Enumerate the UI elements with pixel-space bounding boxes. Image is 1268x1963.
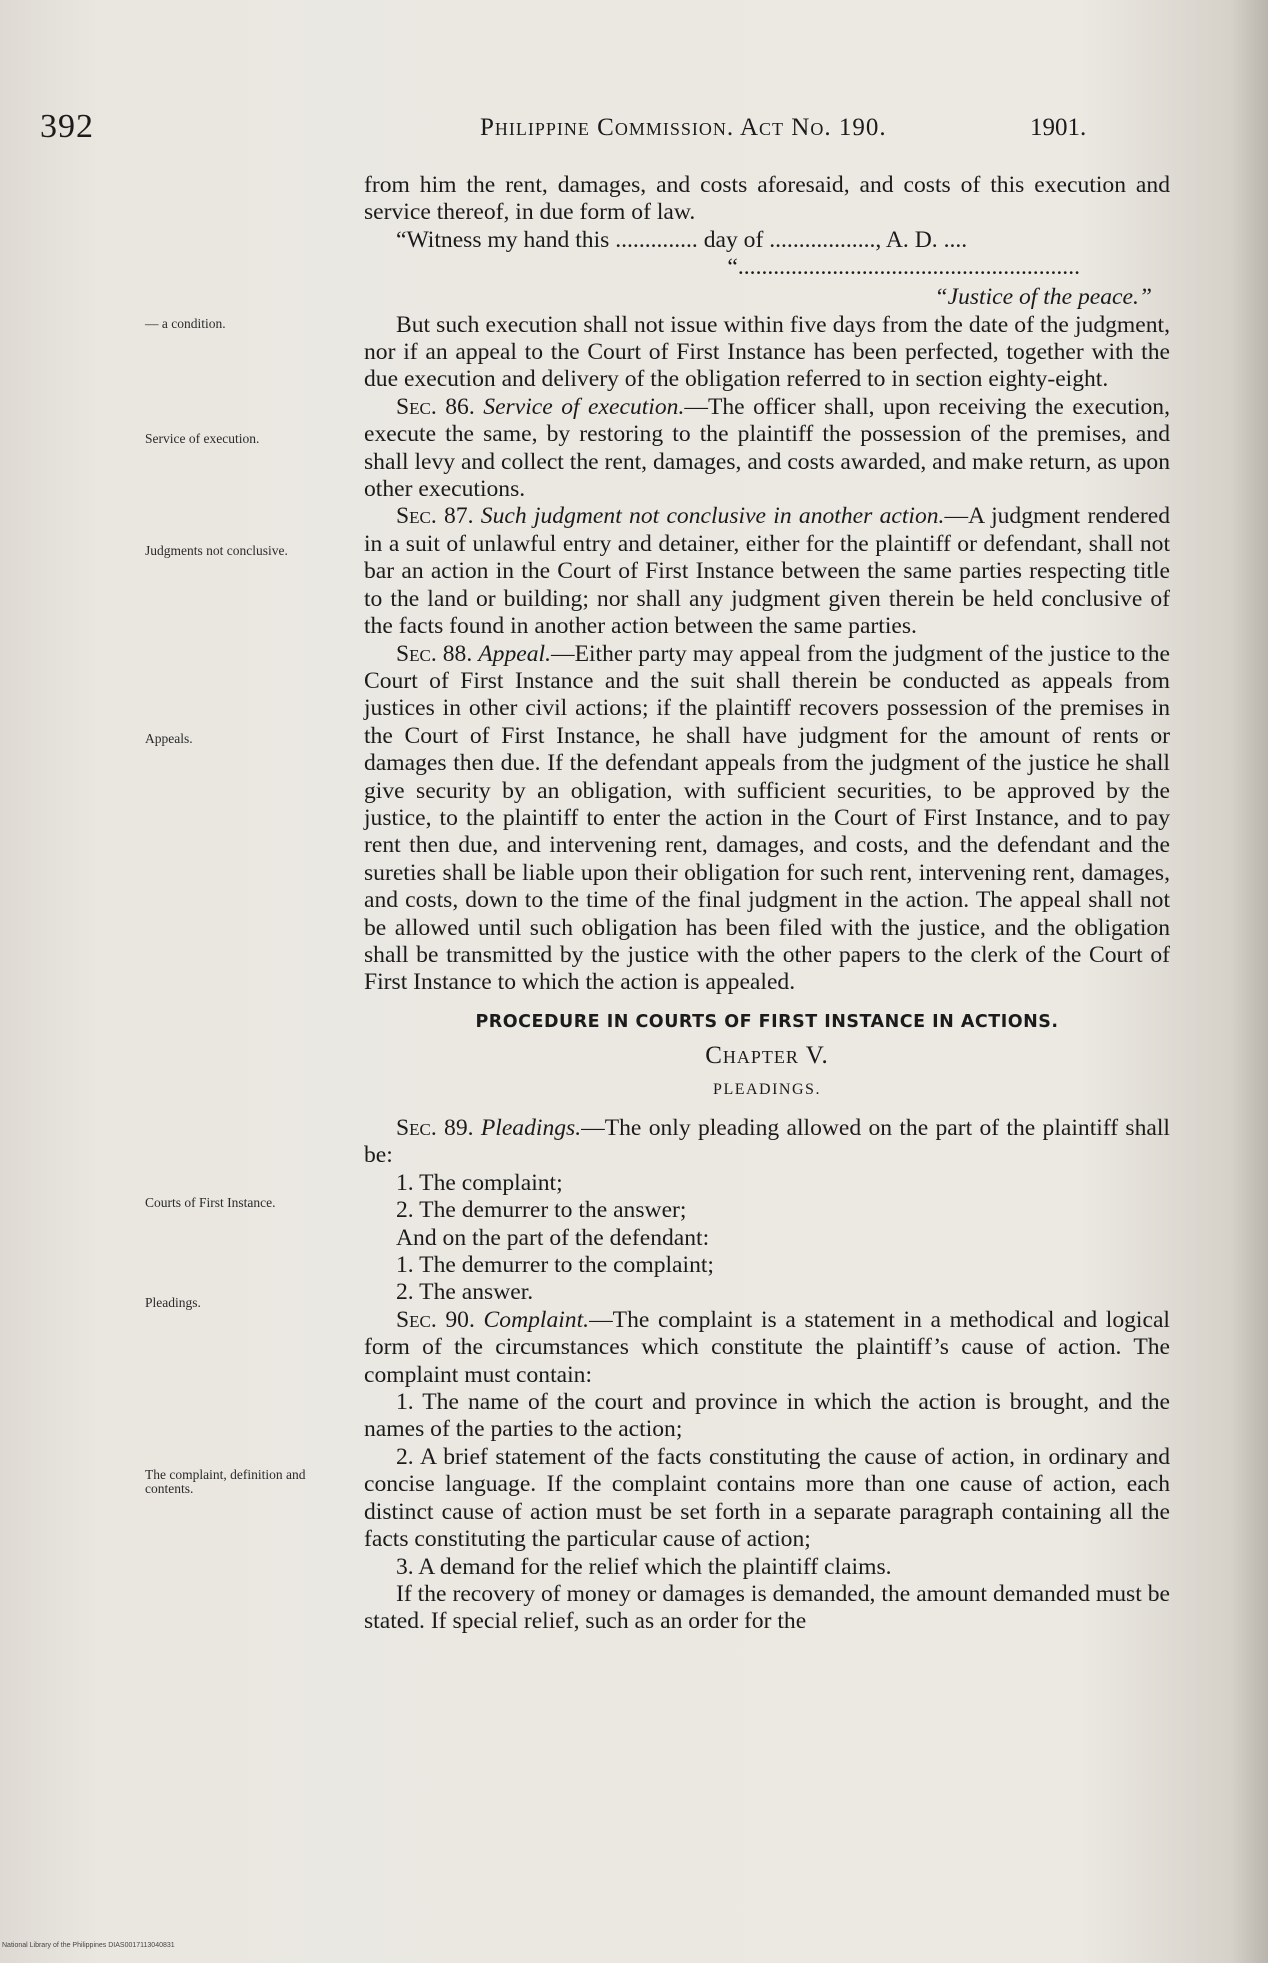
signature-dots: “.......................................................... <box>727 254 1080 281</box>
chapter-heading: Chapter V. <box>705 1042 829 1070</box>
section-87-title: Such judgment not conclusive in another action. <box>480 503 945 530</box>
list-item: 1. The complaint; <box>396 1169 563 1196</box>
margin-note-judgments-not-conclusive: Judgments not conclusive. <box>145 543 288 558</box>
section-87 <box>364 503 1170 640</box>
section-90-item-1: 1. The name of the court and province in which the action is brought, and the names of the parties to the action; <box>364 1389 1170 1443</box>
margin-note-complaint-definition: The complaint, definition and contents. <box>145 1467 306 1496</box>
section-87-label: Sec. 87. <box>396 503 474 530</box>
list-item: And on the part of the defendant: <box>396 1224 710 1251</box>
section-90-title: Complaint. <box>483 1306 590 1333</box>
paragraph-continuation: from him the rent, damages, and costs aforesaid, and costs of this execution and service thereof, in due form of law. <box>364 172 1170 226</box>
signature-title: “Justice of the peace.” <box>934 284 1152 311</box>
main-text-column <box>364 172 1170 1636</box>
section-88-label: Sec. 88. <box>396 640 473 667</box>
page-number: 392 <box>40 108 94 145</box>
section-heading: PROCEDURE IN COURTS OF FIRST INSTANCE IN ACTIONS. <box>475 1011 1059 1032</box>
section-90-body: —The complaint is a statement in a methodical and logical form of the circumstances which constitute the plaintiff’s cause of action. The complaint must contain: <box>364 1306 1170 1388</box>
running-head-year: 1901. <box>1030 114 1087 141</box>
footer-provenance: National Library of the Philippines DIAS0017113040831 <box>2 1942 175 1949</box>
section-86-label: Sec. 86. <box>396 393 475 420</box>
section-89-title: Pleadings. <box>480 1115 582 1141</box>
section-86-body: —The officer shall, upon receiving the execution, execute the same, by restoring to the plaintiff the possession of the premises, and shall levy and collect the rent, damages, and costs awarded, and make return, as upon other executions. <box>364 393 1170 503</box>
section-89 <box>364 1115 1170 1170</box>
section-86-title: Service of execution. <box>483 393 685 420</box>
section-89-body: —The only pleading allowed on the part of the plaintiff shall be: <box>364 1115 1170 1169</box>
paragraph-condition: But such execution shall not issue within five days from the date of the judgment, nor if an appeal to the Court of First Instance has been perfected, together with the due execution and delivery of the obligation referred to in section eighty-eight. <box>364 311 1170 393</box>
section-90 <box>364 1307 1170 1389</box>
list-item: 1. The demurrer to the complaint; <box>396 1252 714 1279</box>
margin-note-pleadings: Pleadings. <box>145 1295 201 1310</box>
margin-note-service-of-execution: Service of execution. <box>145 431 260 446</box>
pleadings-heading: PLEADINGS. <box>713 1080 821 1098</box>
page-header <box>40 108 1190 148</box>
section-89-label: Sec. 89. <box>396 1115 474 1141</box>
margin-note-appeals: Appeals. <box>145 731 193 746</box>
witness-line: “Witness my hand this .............. day of .................., A. D. .... <box>396 226 968 253</box>
margin-note-courts-of-first-instance: Courts of First Instance. <box>145 1195 276 1210</box>
paragraph-last: If the recovery of money or damages is demanded, the amount demanded must be stated. If special relief, such as an order for the <box>364 1580 1170 1635</box>
list-item: 2. The answer. <box>396 1279 534 1306</box>
section-88 <box>364 641 1170 997</box>
section-87-body: —A judgment rendered in a suit of unlawful entry and detainer, either for the plaintiff or defendant, shall not bar an action in the Court of First Instance between the same parties respecting title to the land or building; nor shall any judgment given therein be held conclusive of the facts found in another action between the same parties. <box>364 503 1170 640</box>
section-90-item-3: 3. A demand for the relief which the plaintiff claims. <box>396 1553 892 1580</box>
section-88-body: —Either party may appeal from the judgment of the justice to the Court of First Instance and the suit shall therein be conducted as appeals from justices in other civil actions; if the plaintiff recovers possession of the premises in the Court of First Instance, he shall have judgment for the amount of rents or damages then due. If the defendant appeals from the judgment of the justice he shall give security by an obligation, with sufficient securities, to be approved by the justice, to the plaintiff to enter the action in the Court of First Instance, and to pay rent then due, and intervening rent, damages, and costs, and the defendant and the sureties shall be liable upon their obligation for such rent, intervening rent, damages, and costs, down to the time of the final judgment in the action. The appeal shall not be allowed until such obligation has been filed with the justice, and the obligation shall be transmitted by the justice with the other papers to the clerk of the Court of First Instance to which the action is appealed. <box>364 640 1171 996</box>
section-90-label: Sec. 90. <box>396 1306 475 1333</box>
list-item: 2. The demurrer to the answer; <box>396 1197 687 1224</box>
margin-note-a-condition: — a condition. <box>145 316 226 331</box>
section-90-item-2: 2. A brief statement of the facts constituting the cause of action, in ordinary and concise language. If the complaint contains more than one cause of action, each distinct cause of action must be set forth in a separate paragraph containing all the facts constituting the particular cause of action; <box>364 1443 1170 1553</box>
running-head: Philippine Commission. Act No. 190. <box>480 114 887 141</box>
section-88-title: Appeal. <box>478 640 551 667</box>
section-86 <box>364 394 1170 504</box>
